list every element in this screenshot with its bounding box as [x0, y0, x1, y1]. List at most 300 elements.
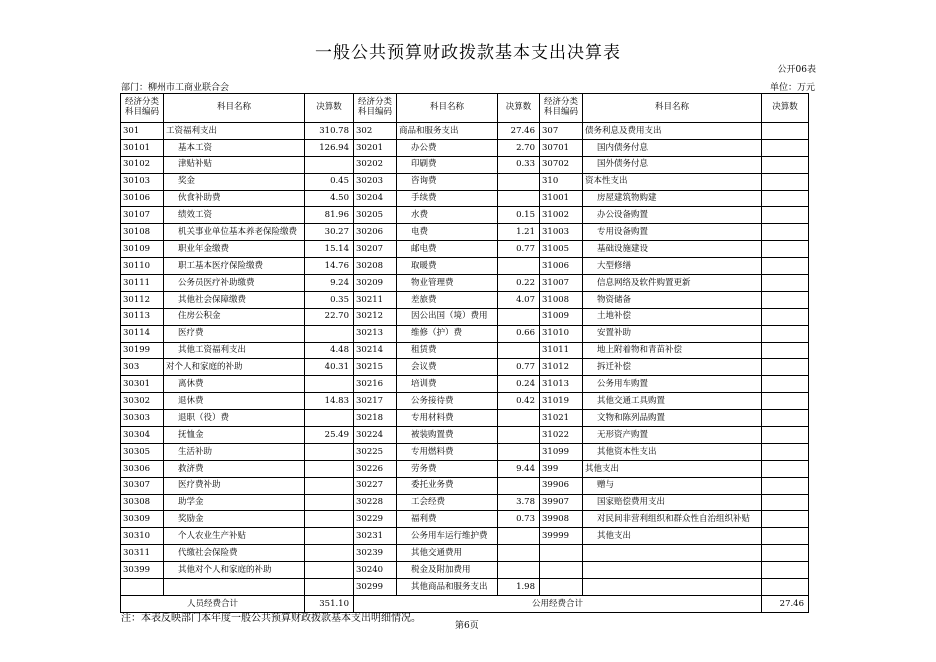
table-row	[121, 190, 809, 207]
amount-cell: 1.98	[498, 579, 540, 596]
code-cell: 30310	[121, 528, 164, 545]
amount-cell: 0.42	[498, 393, 540, 410]
amount-cell	[498, 545, 540, 562]
amount-cell: 27.46	[498, 123, 540, 140]
code-cell: 30226	[354, 460, 397, 477]
amount-cell: 0.45	[305, 173, 354, 190]
table-row	[121, 123, 809, 140]
amount-cell	[762, 291, 809, 308]
code-cell: 30225	[354, 443, 397, 460]
amount-cell	[305, 410, 354, 427]
table-row	[121, 325, 809, 342]
code-cell: 30111	[121, 275, 164, 292]
amount-cell	[305, 477, 354, 494]
table-row	[121, 275, 809, 292]
amount-cell	[762, 562, 809, 579]
table-row	[121, 173, 809, 190]
code-cell: 30305	[121, 443, 164, 460]
amount-cell	[762, 308, 809, 325]
amount-cell: 4.50	[305, 190, 354, 207]
name-cell: 退休费	[164, 393, 305, 410]
name-cell: 信息网络及软件购置更新	[583, 275, 762, 292]
name-cell: 租赁费	[397, 342, 498, 359]
name-cell: 印刷费	[397, 156, 498, 173]
amount-cell: 15.14	[305, 241, 354, 258]
name-cell: 公务用车购置	[583, 376, 762, 393]
page-title: 一般公共预算财政拨款基本支出决算表	[315, 43, 621, 63]
amount-cell	[762, 258, 809, 275]
code-cell: 31005	[540, 241, 583, 258]
name-cell: 其他支出	[583, 528, 762, 545]
code-cell: 30107	[121, 207, 164, 224]
personnel-total-value: 351.10	[305, 595, 354, 612]
amount-cell: 0.77	[498, 359, 540, 376]
amount-cell	[762, 342, 809, 359]
amount-cell	[762, 275, 809, 292]
name-cell: 债务利息及费用支出	[583, 123, 762, 140]
personnel-total-label: 人员经费合计	[121, 595, 305, 612]
amount-cell: 0.35	[305, 291, 354, 308]
amount-cell	[305, 494, 354, 511]
amount-cell	[762, 528, 809, 545]
public-total-value: 27.46	[762, 595, 809, 612]
amount-cell	[305, 579, 354, 596]
amount-cell	[498, 477, 540, 494]
table-row	[121, 156, 809, 173]
table-row	[121, 477, 809, 494]
name-cell: 个人农业生产补贴	[164, 528, 305, 545]
amount-cell	[762, 173, 809, 190]
header-name: 科目名称	[164, 94, 305, 123]
code-cell: 30311	[121, 545, 164, 562]
name-cell: 代缴社会保险费	[164, 545, 305, 562]
name-cell: 办公费	[397, 139, 498, 156]
amount-cell	[762, 393, 809, 410]
amount-cell: 14.83	[305, 393, 354, 410]
code-cell: 31021	[540, 410, 583, 427]
name-cell: 专用燃料费	[397, 443, 498, 460]
header-amount: 决算数	[305, 94, 354, 123]
name-cell: 差旅费	[397, 291, 498, 308]
name-cell: 赠与	[583, 477, 762, 494]
table-row	[121, 376, 809, 393]
name-cell	[583, 545, 762, 562]
code-cell: 31099	[540, 443, 583, 460]
amount-cell	[305, 376, 354, 393]
name-cell: 手续费	[397, 190, 498, 207]
code-cell	[121, 579, 164, 596]
code-cell: 302	[354, 123, 397, 140]
amount-cell	[762, 443, 809, 460]
table-row	[121, 224, 809, 241]
header-row	[121, 94, 809, 123]
table-row	[121, 545, 809, 562]
name-cell: 抚恤金	[164, 427, 305, 444]
table-row	[121, 443, 809, 460]
name-cell: 医疗费	[164, 325, 305, 342]
amount-cell: 2.70	[498, 139, 540, 156]
header-amount: 决算数	[498, 94, 540, 123]
header-code: 经济分类科目编码	[354, 94, 397, 123]
code-cell: 30212	[354, 308, 397, 325]
table-row	[121, 494, 809, 511]
table-row	[121, 359, 809, 376]
footnote: 注：本表反映部门本年度一般公共预算财政拨款基本支出明细情况。	[121, 613, 421, 624]
code-cell: 303	[121, 359, 164, 376]
code-cell: 30207	[354, 241, 397, 258]
code-cell	[540, 562, 583, 579]
expenditure-table	[120, 93, 809, 613]
code-cell: 31006	[540, 258, 583, 275]
amount-cell	[498, 190, 540, 207]
table-row	[121, 410, 809, 427]
name-cell: 资本性支出	[583, 173, 762, 190]
amount-cell	[762, 207, 809, 224]
amount-cell	[762, 545, 809, 562]
code-cell: 30304	[121, 427, 164, 444]
name-cell: 国外债务付息	[583, 156, 762, 173]
table-tag: 公开06表	[777, 65, 816, 75]
code-cell: 31013	[540, 376, 583, 393]
code-cell: 30110	[121, 258, 164, 275]
code-cell: 30213	[354, 325, 397, 342]
code-cell: 39906	[540, 477, 583, 494]
table-row	[121, 241, 809, 258]
amount-cell	[498, 562, 540, 579]
code-cell: 31001	[540, 190, 583, 207]
table-row	[121, 393, 809, 410]
amount-cell	[305, 528, 354, 545]
code-cell: 39999	[540, 528, 583, 545]
name-cell	[583, 579, 762, 596]
code-cell: 30306	[121, 460, 164, 477]
code-cell: 30217	[354, 393, 397, 410]
code-cell: 30113	[121, 308, 164, 325]
name-cell: 取暖费	[397, 258, 498, 275]
code-cell: 30231	[354, 528, 397, 545]
name-cell: 退职（役）费	[164, 410, 305, 427]
amount-cell	[498, 342, 540, 359]
amount-cell: 14.76	[305, 258, 354, 275]
amount-cell	[762, 427, 809, 444]
name-cell: 国内债务付息	[583, 139, 762, 156]
amount-cell	[762, 579, 809, 596]
code-cell	[540, 545, 583, 562]
amount-cell: 81.96	[305, 207, 354, 224]
name-cell: 伙食补助费	[164, 190, 305, 207]
amount-cell	[498, 173, 540, 190]
name-cell: 其他社会保障缴费	[164, 291, 305, 308]
code-cell: 30239	[354, 545, 397, 562]
header-name: 科目名称	[397, 94, 498, 123]
table-row	[121, 460, 809, 477]
amount-cell	[305, 443, 354, 460]
table-row	[121, 342, 809, 359]
amount-cell	[498, 258, 540, 275]
amount-cell	[498, 528, 540, 545]
name-cell: 专用材料费	[397, 410, 498, 427]
code-cell: 30205	[354, 207, 397, 224]
code-cell: 30299	[354, 579, 397, 596]
table-row	[121, 291, 809, 308]
code-cell: 39907	[540, 494, 583, 511]
code-cell: 31022	[540, 427, 583, 444]
table-row	[121, 258, 809, 275]
name-cell: 生活补助	[164, 443, 305, 460]
amount-cell: 4.07	[498, 291, 540, 308]
amount-cell	[762, 224, 809, 241]
code-cell: 301	[121, 123, 164, 140]
amount-cell	[762, 359, 809, 376]
name-cell: 工资福利支出	[164, 123, 305, 140]
amount-cell	[762, 494, 809, 511]
code-cell: 30214	[354, 342, 397, 359]
amount-cell	[762, 241, 809, 258]
code-cell: 307	[540, 123, 583, 140]
amount-cell: 3.78	[498, 494, 540, 511]
code-cell: 30301	[121, 376, 164, 393]
code-cell: 310	[540, 173, 583, 190]
name-cell: 被装购置费	[397, 427, 498, 444]
code-cell: 30218	[354, 410, 397, 427]
name-cell: 邮电费	[397, 241, 498, 258]
name-cell: 医疗费补助	[164, 477, 305, 494]
code-cell: 30201	[354, 139, 397, 156]
name-cell: 绩效工资	[164, 207, 305, 224]
amount-cell	[762, 376, 809, 393]
amount-cell: 0.24	[498, 376, 540, 393]
name-cell: 其他交通费用	[397, 545, 498, 562]
name-cell: 因公出国（境）费用	[397, 308, 498, 325]
name-cell: 助学金	[164, 494, 305, 511]
name-cell: 救济费	[164, 460, 305, 477]
name-cell: 无形资产购置	[583, 427, 762, 444]
department-label: 部门：柳州市工商业联合会	[121, 83, 230, 93]
table-row	[121, 579, 809, 596]
table-body	[121, 123, 809, 596]
amount-cell: 1.21	[498, 224, 540, 241]
name-cell: 其他对个人和家庭的补助	[164, 562, 305, 579]
code-cell: 30108	[121, 224, 164, 241]
code-cell: 30240	[354, 562, 397, 579]
amount-cell	[305, 325, 354, 342]
header-code: 经济分类科目编码	[540, 94, 583, 123]
amount-cell: 4.48	[305, 342, 354, 359]
name-cell: 其他支出	[583, 460, 762, 477]
name-cell: 劳务费	[397, 460, 498, 477]
code-cell: 39908	[540, 511, 583, 528]
code-cell: 30215	[354, 359, 397, 376]
amount-cell	[305, 545, 354, 562]
amount-cell	[762, 511, 809, 528]
code-cell: 31009	[540, 308, 583, 325]
table-row	[121, 207, 809, 224]
code-cell: 30209	[354, 275, 397, 292]
amount-cell: 0.15	[498, 207, 540, 224]
name-cell: 奖励金	[164, 511, 305, 528]
code-cell: 30199	[121, 342, 164, 359]
code-cell: 30103	[121, 173, 164, 190]
name-cell: 大型修缮	[583, 258, 762, 275]
amount-cell: 9.44	[498, 460, 540, 477]
unit-label: 单位：万元	[769, 83, 815, 93]
amount-cell: 310.78	[305, 123, 354, 140]
name-cell: 对个人和家庭的补助	[164, 359, 305, 376]
name-cell: 商品和服务支出	[397, 123, 498, 140]
code-cell: 30224	[354, 427, 397, 444]
name-cell: 拆迁补偿	[583, 359, 762, 376]
amount-cell	[762, 325, 809, 342]
code-cell: 30308	[121, 494, 164, 511]
name-cell: 其他商品和服务支出	[397, 579, 498, 596]
amount-cell	[498, 427, 540, 444]
name-cell: 对民间非营利组织和群众性自治组织补贴	[583, 511, 762, 528]
amount-cell: 0.73	[498, 511, 540, 528]
name-cell: 物资储备	[583, 291, 762, 308]
code-cell: 30112	[121, 291, 164, 308]
amount-cell	[762, 460, 809, 477]
amount-cell: 0.66	[498, 325, 540, 342]
name-cell: 安置补助	[583, 325, 762, 342]
name-cell: 其他交通工具购置	[583, 393, 762, 410]
name-cell: 房屋建筑物购建	[583, 190, 762, 207]
name-cell: 其他工资福利支出	[164, 342, 305, 359]
name-cell: 文物和陈列品购置	[583, 410, 762, 427]
name-cell: 地上附着物和青苗补偿	[583, 342, 762, 359]
name-cell: 公务接待费	[397, 393, 498, 410]
code-cell: 30227	[354, 477, 397, 494]
name-cell: 物业管理费	[397, 275, 498, 292]
code-cell: 30102	[121, 156, 164, 173]
code-cell: 31012	[540, 359, 583, 376]
code-cell: 30106	[121, 190, 164, 207]
code-cell: 31010	[540, 325, 583, 342]
code-cell: 31007	[540, 275, 583, 292]
amount-cell: 0.22	[498, 275, 540, 292]
amount-cell	[762, 139, 809, 156]
amount-cell	[498, 443, 540, 460]
name-cell: 其他资本性支出	[583, 443, 762, 460]
table-row	[121, 139, 809, 156]
name-cell: 职工基本医疗保险缴费	[164, 258, 305, 275]
name-cell: 住房公积金	[164, 308, 305, 325]
amount-cell	[305, 562, 354, 579]
header-code: 经济分类科目编码	[121, 94, 164, 123]
amount-cell	[498, 410, 540, 427]
name-cell: 税金及附加费用	[397, 562, 498, 579]
code-cell: 30203	[354, 173, 397, 190]
code-cell: 31002	[540, 207, 583, 224]
code-cell: 30208	[354, 258, 397, 275]
name-cell: 培训费	[397, 376, 498, 393]
name-cell: 职业年金缴费	[164, 241, 305, 258]
name-cell: 工会经费	[397, 494, 498, 511]
code-cell: 30702	[540, 156, 583, 173]
code-cell: 31019	[540, 393, 583, 410]
name-cell: 公务用车运行维护费	[397, 528, 498, 545]
name-cell: 会议费	[397, 359, 498, 376]
code-cell: 30228	[354, 494, 397, 511]
code-cell: 30701	[540, 139, 583, 156]
amount-cell	[305, 460, 354, 477]
header-name: 科目名称	[583, 94, 762, 123]
amount-cell	[762, 190, 809, 207]
name-cell: 咨询费	[397, 173, 498, 190]
code-cell: 30307	[121, 477, 164, 494]
name-cell: 离休费	[164, 376, 305, 393]
code-cell: 30109	[121, 241, 164, 258]
code-cell: 30202	[354, 156, 397, 173]
name-cell: 委托业务费	[397, 477, 498, 494]
name-cell: 津贴补贴	[164, 156, 305, 173]
amount-cell	[305, 156, 354, 173]
code-cell: 30229	[354, 511, 397, 528]
name-cell: 机关事业单位基本养老保险缴费	[164, 224, 305, 241]
name-cell: 水费	[397, 207, 498, 224]
name-cell: 专用设备购置	[583, 224, 762, 241]
public-total-label: 公用经费合计	[354, 595, 762, 612]
code-cell: 31003	[540, 224, 583, 241]
amount-cell: 25.49	[305, 427, 354, 444]
page-number: 第6页	[455, 621, 479, 631]
amount-cell	[762, 156, 809, 173]
code-cell: 31011	[540, 342, 583, 359]
code-cell: 30204	[354, 190, 397, 207]
code-cell	[540, 579, 583, 596]
table-row	[121, 511, 809, 528]
code-cell: 30399	[121, 562, 164, 579]
amount-cell	[762, 123, 809, 140]
name-cell: 公务员医疗补助缴费	[164, 275, 305, 292]
name-cell: 维修（护）费	[397, 325, 498, 342]
name-cell: 奖金	[164, 173, 305, 190]
amount-cell	[762, 477, 809, 494]
amount-cell	[762, 410, 809, 427]
name-cell: 基本工资	[164, 139, 305, 156]
amount-cell: 126.94	[305, 139, 354, 156]
name-cell: 国家赔偿费用支出	[583, 494, 762, 511]
code-cell: 30302	[121, 393, 164, 410]
table-row	[121, 528, 809, 545]
amount-cell	[498, 308, 540, 325]
name-cell: 基础设施建设	[583, 241, 762, 258]
code-cell: 30303	[121, 410, 164, 427]
amount-cell: 0.77	[498, 241, 540, 258]
amount-cell: 30.27	[305, 224, 354, 241]
amount-cell: 40.31	[305, 359, 354, 376]
name-cell	[583, 562, 762, 579]
name-cell: 土地补偿	[583, 308, 762, 325]
amount-cell: 9.24	[305, 275, 354, 292]
code-cell: 30309	[121, 511, 164, 528]
table-row	[121, 562, 809, 579]
header-amount: 决算数	[762, 94, 809, 123]
name-cell: 办公设备购置	[583, 207, 762, 224]
code-cell: 399	[540, 460, 583, 477]
name-cell: 电费	[397, 224, 498, 241]
code-cell: 30216	[354, 376, 397, 393]
code-cell: 30206	[354, 224, 397, 241]
code-cell: 30211	[354, 291, 397, 308]
name-cell	[164, 579, 305, 596]
code-cell: 30114	[121, 325, 164, 342]
table-row	[121, 427, 809, 444]
amount-cell: 0.33	[498, 156, 540, 173]
code-cell: 30101	[121, 139, 164, 156]
amount-cell	[305, 511, 354, 528]
amount-cell: 22.70	[305, 308, 354, 325]
table-row	[121, 308, 809, 325]
